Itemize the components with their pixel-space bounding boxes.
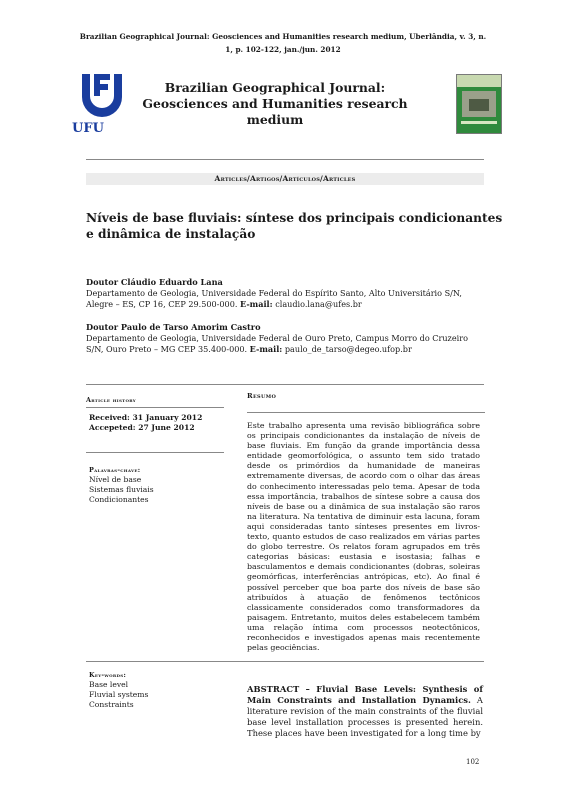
author-affiliation (86, 288, 496, 310)
history-divider (86, 407, 224, 408)
ufu-logo (72, 70, 132, 136)
key-words-box (89, 670, 224, 710)
keywords-divider (86, 452, 224, 453)
journal-title (142, 80, 408, 128)
author-block-1 (86, 277, 496, 310)
keyword: Condicionantes (89, 495, 149, 504)
section-bar: Articles/Artigos/Artículos/Articles (86, 173, 484, 185)
author-email[interactable]: paulo_de_tarso@degeo.ufop.br (284, 344, 412, 354)
ufu-logo-emblem (82, 74, 122, 117)
ufu-logo-inner-mark (94, 74, 110, 96)
resumo-label: Resumo (247, 392, 277, 400)
keyword: Fluvial systems (89, 690, 149, 699)
affiliation-line (86, 299, 496, 310)
author-divider (86, 384, 484, 385)
email-label: E-mail: (249, 344, 283, 354)
author-block-2 (86, 322, 496, 355)
resumo-text: Este trabalho apresenta uma revisão bibliográfica sobre os principais condicionantes da instalação de níveis de base fluviais. Em função da grande importância dessa entidade geomorfológica, o assunto tem sido tratado desde os primórdios da humanidade de maneiras extremamente diversas, de acordo com o olhar das áreas do conhecimento interessadas pelo tema. Apesar de toda essa importância, trabalhos de síntese sobre a causa dos níveis de base ou a dinâmica de sua instalação são raros na literatura. Na tentativa de diminuir esta lacuna, foram aqui consideradas tanto sínteses presentes em livros-texto, quanto estudos de caso realizados em várias partes do globo terrestre. Os relatos foram agrupados em três categorias básicas: eustasia e isostasia; falhas e basculamentos e demais condicionantes (dobras, soleiras geomórficas, interferências antrópicas, etc). Ao final é possível perceber que boa parte dos níveis de base são atribuídos à atuação de fenômenos tectônicos classicamente considerados como transformadores da paisagem. Entretanto, muitos deles estabelecem também uma relação íntima com processos neotectônicos, reconhecidos e investigados apenas mais recentemente pelas geociências. (247, 421, 480, 653)
email-label: E-mail: (240, 299, 273, 309)
author-name: Doutor Paulo de Tarso Amorim Castro (86, 322, 261, 332)
journal-title-line-3: medium (246, 112, 304, 127)
running-header-line-2: 1, p. 102-122, jan./jun. 2012 (225, 45, 341, 54)
article-history-label: Article history (86, 396, 136, 404)
affiliation-line (86, 344, 496, 355)
keyword: Base level (89, 680, 129, 689)
article-title-line-2: e dinâmica de instalação (86, 227, 256, 241)
author-affiliation (86, 333, 496, 355)
journal-title-line-1: Brazilian Geographical Journal: (164, 80, 386, 95)
article-title-line-1: Níveis de base fluviais: síntese dos principais condicionantes (86, 211, 503, 225)
running-header (0, 30, 566, 56)
palavras-chave-label: Palavras-chave: (89, 466, 141, 474)
author-name: Doutor Cláudio Eduardo Lana (86, 277, 223, 287)
author-email[interactable]: claudio.lana@ufes.br (275, 299, 362, 309)
keyword: Constraints (89, 700, 134, 709)
affiliation-line: Departamento de Geologia, Universidade Federal de Ouro Preto, Campus Morro do Cruzeiro (86, 333, 468, 343)
palavras-chave-box (89, 465, 224, 505)
journal-cover-thumbnail (456, 74, 502, 134)
header-divider (86, 159, 484, 160)
abstract-heading: ABSTRACT – Fluvial Base Levels: Synthesis of Main Constraints and Installation Dynamics. (247, 684, 483, 706)
keyword: Nível de base (89, 475, 142, 484)
abstract-text (247, 684, 483, 739)
page-number: 102 (466, 758, 480, 766)
received-date: Received: 31 January 2012 (89, 413, 203, 422)
ufu-logo-text: UFU (72, 121, 104, 136)
abstract-body: A literature revision of the main constraints of the fluvial base level installation processes is presented herein. These places have been investigated for a long time by (247, 695, 483, 739)
abstract-divider (86, 661, 484, 662)
running-header-line-1: Brazilian Geographical Journal: Geosciences and Humanities research medium, Uberlândia, v. 3, n. (79, 32, 487, 41)
article-title (86, 210, 506, 242)
keyword: Sistemas fluviais (89, 485, 154, 494)
key-words-label: Key-words: (89, 671, 127, 679)
affiliation-address: Alegre – ES, CP 16, CEP 29.500-000. (86, 299, 238, 309)
resumo-divider (247, 412, 485, 413)
journal-title-line-2: Geosciences and Humanities research (142, 96, 408, 111)
affiliation-address: S/N, Ouro Preto – MG CEP 35.400-000. (86, 344, 248, 354)
accepted-date: Accepeted: 27 June 2012 (89, 423, 195, 432)
affiliation-line: Departamento de Geologia, Universidade Federal do Espírito Santo, Alto Universitário S/N, (86, 288, 463, 298)
article-history-box (86, 395, 224, 433)
